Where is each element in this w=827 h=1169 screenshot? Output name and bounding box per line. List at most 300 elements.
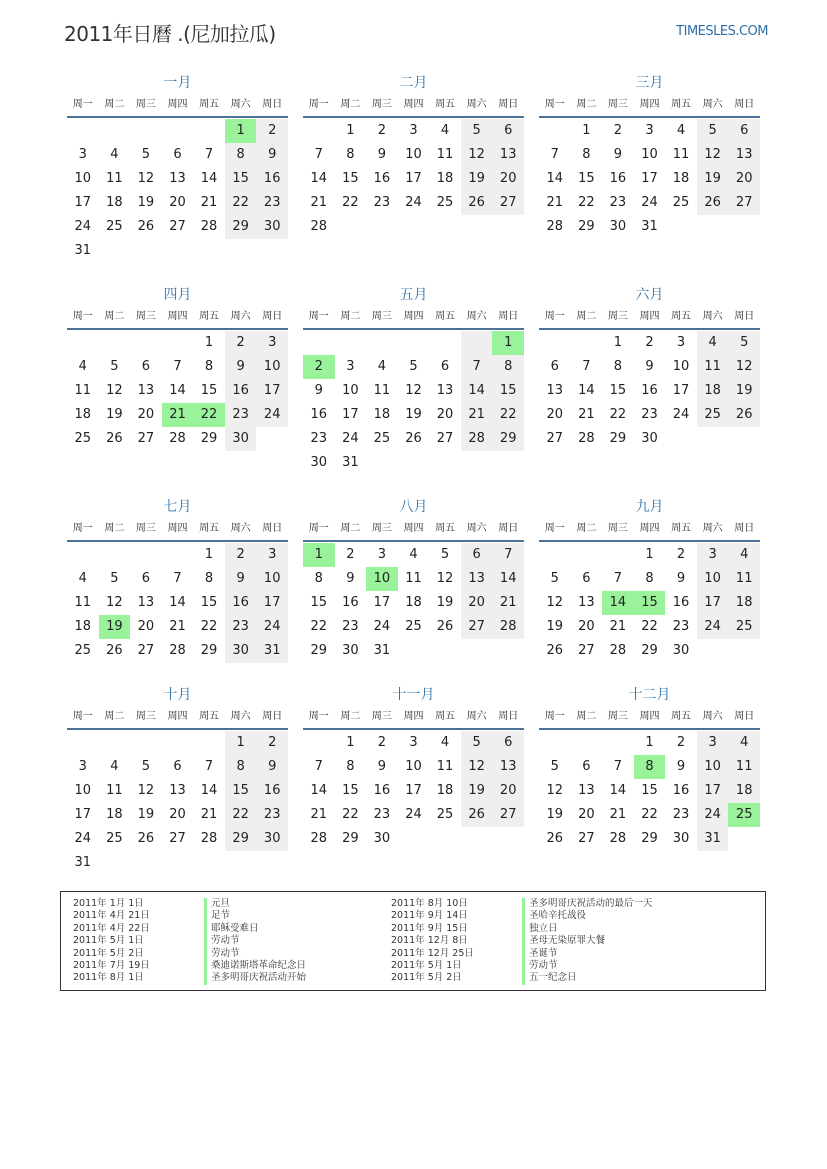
day-cell[interactable]: 23: [256, 803, 288, 827]
day-cell[interactable]: 29: [225, 827, 257, 851]
day-cell[interactable]: 13: [578, 783, 595, 798]
day-cell[interactable]: 18: [728, 779, 760, 803]
day-cell[interactable]: 18: [74, 619, 92, 634]
day-cell[interactable]: 4: [440, 123, 450, 138]
day-cell[interactable]: 16: [256, 779, 288, 803]
day-cell[interactable]: 14: [310, 171, 328, 186]
day-cell[interactable]: 1: [303, 543, 335, 567]
day-cell[interactable]: 20: [492, 167, 524, 191]
day-cell[interactable]: 6: [141, 359, 151, 374]
day-cell[interactable]: 22: [578, 195, 595, 210]
day-cell[interactable]: 15: [609, 383, 627, 398]
day-cell[interactable]: 2: [225, 331, 257, 355]
day-cell[interactable]: 11: [373, 383, 391, 398]
day-cell[interactable]: 19: [461, 167, 493, 191]
day-cell[interactable]: 20: [169, 195, 186, 210]
day-cell[interactable]: 11: [436, 759, 454, 774]
day-cell[interactable]: 15: [634, 591, 666, 615]
day-cell[interactable]: 3: [256, 331, 288, 355]
day-cell[interactable]: 29: [200, 431, 218, 446]
day-cell[interactable]: 31: [256, 639, 288, 663]
day-cell[interactable]: 14: [609, 783, 627, 798]
day-cell[interactable]: 23: [672, 807, 690, 822]
day-cell[interactable]: 6: [440, 359, 450, 374]
day-cell[interactable]: 11: [697, 355, 729, 379]
day-cell[interactable]: 20: [137, 407, 155, 422]
day-cell[interactable]: 1: [645, 547, 654, 562]
day-cell[interactable]: 25: [728, 615, 760, 639]
day-cell[interactable]: 2: [377, 735, 387, 750]
day-cell[interactable]: 12: [137, 783, 155, 798]
day-cell[interactable]: 14: [492, 567, 524, 591]
day-cell[interactable]: 17: [74, 195, 92, 210]
day-cell[interactable]: 18: [106, 807, 123, 822]
day-cell[interactable]: 22: [200, 619, 218, 634]
day-cell[interactable]: 6: [141, 571, 151, 586]
day-cell[interactable]: 26: [461, 803, 493, 827]
day-cell[interactable]: 29: [200, 643, 218, 658]
day-cell[interactable]: 4: [409, 547, 418, 562]
day-cell[interactable]: 7: [492, 543, 524, 567]
day-cell[interactable]: 7: [173, 571, 182, 586]
day-cell[interactable]: 9: [225, 567, 257, 591]
day-cell[interactable]: 24: [697, 615, 729, 639]
day-cell[interactable]: 14: [169, 383, 186, 398]
day-cell[interactable]: 10: [256, 355, 288, 379]
day-cell[interactable]: 7: [550, 147, 559, 162]
day-cell[interactable]: 10: [74, 783, 92, 798]
day-cell[interactable]: 24: [256, 403, 288, 427]
day-cell[interactable]: 16: [672, 595, 690, 610]
day-cell[interactable]: 17: [405, 171, 422, 186]
day-cell[interactable]: 8: [346, 759, 355, 774]
day-cell[interactable]: 27: [137, 643, 155, 658]
day-cell[interactable]: 31: [342, 455, 359, 470]
day-cell[interactable]: 8: [225, 755, 257, 779]
day-cell[interactable]: 31: [74, 855, 92, 870]
day-cell[interactable]: 5: [461, 731, 493, 755]
day-cell[interactable]: 8: [634, 755, 666, 779]
day-cell[interactable]: 26: [436, 619, 454, 634]
day-cell[interactable]: 30: [672, 831, 690, 846]
day-cell[interactable]: 29: [492, 427, 524, 451]
day-cell[interactable]: 12: [106, 383, 123, 398]
day-cell[interactable]: 14: [461, 379, 493, 403]
day-cell[interactable]: 2: [645, 335, 654, 350]
day-cell[interactable]: 15: [342, 171, 359, 186]
day-cell[interactable]: 11: [74, 383, 92, 398]
day-cell[interactable]: 13: [546, 383, 564, 398]
day-cell[interactable]: 8: [645, 571, 654, 586]
day-cell[interactable]: 28: [546, 219, 564, 234]
day-cell[interactable]: 17: [672, 383, 690, 398]
day-cell[interactable]: 30: [609, 219, 627, 234]
day-cell[interactable]: 15: [200, 383, 218, 398]
day-cell[interactable]: 15: [200, 595, 218, 610]
day-cell[interactable]: 9: [314, 383, 323, 398]
day-cell[interactable]: 9: [613, 147, 623, 162]
day-cell[interactable]: 8: [204, 571, 214, 586]
day-cell[interactable]: 14: [578, 383, 595, 398]
day-cell[interactable]: 8: [204, 359, 214, 374]
day-cell[interactable]: 25: [74, 643, 92, 658]
day-cell[interactable]: 1: [204, 547, 214, 562]
day-cell[interactable]: 23: [225, 615, 257, 639]
day-cell[interactable]: 8: [613, 359, 623, 374]
day-cell[interactable]: 10: [405, 759, 422, 774]
day-cell[interactable]: 8: [492, 355, 524, 379]
day-cell[interactable]: 19: [405, 407, 422, 422]
day-cell[interactable]: 23: [310, 431, 328, 446]
day-cell[interactable]: 9: [256, 755, 288, 779]
day-cell[interactable]: 3: [409, 123, 418, 138]
day-cell[interactable]: 21: [609, 619, 627, 634]
day-cell[interactable]: 30: [256, 215, 288, 239]
day-cell[interactable]: 24: [342, 431, 359, 446]
day-cell[interactable]: 14: [310, 783, 328, 798]
day-cell[interactable]: 17: [256, 379, 288, 403]
day-cell[interactable]: 12: [436, 571, 454, 586]
day-cell[interactable]: 21: [200, 195, 218, 210]
day-cell[interactable]: 4: [78, 571, 87, 586]
day-cell[interactable]: 28: [461, 427, 493, 451]
day-cell[interactable]: 19: [436, 595, 454, 610]
day-cell[interactable]: 22: [641, 619, 658, 634]
day-cell[interactable]: 18: [728, 591, 760, 615]
day-cell[interactable]: 2: [676, 547, 686, 562]
day-cell[interactable]: 7: [461, 355, 493, 379]
day-cell[interactable]: 3: [256, 543, 288, 567]
day-cell[interactable]: 17: [641, 171, 658, 186]
day-cell[interactable]: 28: [310, 831, 328, 846]
day-cell[interactable]: 11: [672, 147, 690, 162]
day-cell[interactable]: 2: [346, 547, 355, 562]
day-cell[interactable]: 16: [256, 167, 288, 191]
day-cell[interactable]: 5: [550, 571, 559, 586]
day-cell[interactable]: 14: [602, 591, 634, 615]
day-cell[interactable]: 6: [728, 119, 760, 143]
day-cell[interactable]: 15: [578, 171, 595, 186]
day-cell[interactable]: 3: [78, 759, 87, 774]
day-cell[interactable]: 1: [204, 335, 214, 350]
day-cell[interactable]: 26: [546, 643, 564, 658]
day-cell[interactable]: 20: [436, 407, 454, 422]
day-cell[interactable]: 12: [728, 355, 760, 379]
day-cell[interactable]: 26: [137, 831, 155, 846]
day-cell[interactable]: 25: [672, 195, 690, 210]
day-cell[interactable]: 10: [697, 755, 729, 779]
day-cell[interactable]: 7: [613, 571, 623, 586]
day-cell[interactable]: 15: [225, 779, 257, 803]
day-cell[interactable]: 3: [377, 547, 387, 562]
day-cell[interactable]: 25: [373, 431, 391, 446]
day-cell[interactable]: 25: [436, 807, 454, 822]
day-cell[interactable]: 17: [342, 407, 359, 422]
day-cell[interactable]: 9: [225, 355, 257, 379]
day-cell[interactable]: 7: [314, 759, 323, 774]
day-cell[interactable]: 18: [405, 595, 422, 610]
day-cell[interactable]: 28: [310, 219, 328, 234]
day-cell[interactable]: 24: [672, 407, 690, 422]
day-cell[interactable]: 1: [582, 123, 591, 138]
day-cell[interactable]: 30: [373, 831, 391, 846]
day-cell[interactable]: 16: [641, 383, 658, 398]
day-cell[interactable]: 12: [106, 595, 123, 610]
day-cell[interactable]: 22: [310, 619, 328, 634]
day-cell[interactable]: 4: [110, 147, 119, 162]
day-cell[interactable]: 1: [613, 335, 623, 350]
day-cell[interactable]: 24: [405, 807, 422, 822]
day-cell[interactable]: 13: [169, 171, 186, 186]
day-cell[interactable]: 16: [310, 407, 328, 422]
day-cell[interactable]: 19: [137, 807, 155, 822]
day-cell[interactable]: 13: [169, 783, 186, 798]
day-cell[interactable]: 21: [169, 619, 186, 634]
day-cell[interactable]: 6: [461, 543, 493, 567]
day-cell[interactable]: 4: [697, 331, 729, 355]
day-cell[interactable]: 8: [225, 143, 257, 167]
day-cell[interactable]: 26: [697, 191, 729, 215]
day-cell[interactable]: 16: [609, 171, 627, 186]
day-cell[interactable]: 24: [697, 803, 729, 827]
day-cell[interactable]: 11: [106, 783, 123, 798]
day-cell[interactable]: 5: [440, 547, 450, 562]
day-cell[interactable]: 5: [141, 759, 151, 774]
day-cell[interactable]: 12: [546, 783, 564, 798]
day-cell[interactable]: 19: [461, 779, 493, 803]
day-cell[interactable]: 30: [225, 639, 257, 663]
day-cell[interactable]: 27: [492, 803, 524, 827]
day-cell[interactable]: 22: [225, 803, 257, 827]
day-cell[interactable]: 27: [137, 431, 155, 446]
day-cell[interactable]: 10: [405, 147, 422, 162]
day-cell[interactable]: 18: [436, 171, 454, 186]
day-cell[interactable]: 29: [641, 831, 658, 846]
day-cell[interactable]: 1: [225, 119, 257, 143]
day-cell[interactable]: 23: [672, 619, 690, 634]
day-cell[interactable]: 26: [546, 831, 564, 846]
day-cell[interactable]: 13: [137, 383, 155, 398]
day-cell[interactable]: 24: [641, 195, 658, 210]
day-cell[interactable]: 10: [342, 383, 359, 398]
day-cell[interactable]: 17: [74, 807, 92, 822]
day-cell[interactable]: 3: [697, 731, 729, 755]
day-cell[interactable]: 17: [256, 591, 288, 615]
day-cell[interactable]: 2: [256, 119, 288, 143]
day-cell[interactable]: 27: [728, 191, 760, 215]
day-cell[interactable]: 31: [373, 643, 391, 658]
day-cell[interactable]: 19: [728, 379, 760, 403]
day-cell[interactable]: 17: [697, 779, 729, 803]
day-cell[interactable]: 27: [461, 615, 493, 639]
day-cell[interactable]: 28: [578, 431, 595, 446]
day-cell[interactable]: 29: [641, 643, 658, 658]
day-cell[interactable]: 30: [256, 827, 288, 851]
day-cell[interactable]: 27: [578, 643, 595, 658]
day-cell[interactable]: 12: [697, 143, 729, 167]
day-cell[interactable]: 1: [645, 735, 654, 750]
day-cell[interactable]: 19: [137, 195, 155, 210]
day-cell[interactable]: 4: [728, 731, 760, 755]
day-cell[interactable]: 17: [373, 595, 391, 610]
day-cell[interactable]: 6: [173, 759, 182, 774]
day-cell[interactable]: 1: [346, 123, 355, 138]
day-cell[interactable]: 17: [405, 783, 422, 798]
day-cell[interactable]: 25: [106, 831, 123, 846]
day-cell[interactable]: 15: [225, 167, 257, 191]
day-cell[interactable]: 8: [346, 147, 355, 162]
day-cell[interactable]: 3: [409, 735, 418, 750]
day-cell[interactable]: 12: [461, 755, 493, 779]
day-cell[interactable]: 28: [492, 615, 524, 639]
day-cell[interactable]: 4: [676, 123, 686, 138]
day-cell[interactable]: 27: [436, 431, 454, 446]
day-cell[interactable]: 5: [141, 147, 151, 162]
day-cell[interactable]: 24: [74, 831, 92, 846]
day-cell[interactable]: 31: [697, 827, 729, 851]
day-cell[interactable]: 7: [204, 759, 214, 774]
day-cell[interactable]: 19: [106, 407, 123, 422]
day-cell[interactable]: 16: [225, 591, 257, 615]
day-cell[interactable]: 23: [609, 195, 627, 210]
day-cell[interactable]: 16: [373, 783, 391, 798]
day-cell[interactable]: 4: [110, 759, 119, 774]
day-cell[interactable]: 20: [578, 807, 595, 822]
day-cell[interactable]: 20: [492, 779, 524, 803]
day-cell[interactable]: 13: [492, 755, 524, 779]
day-cell[interactable]: 3: [676, 335, 686, 350]
day-cell[interactable]: 15: [492, 379, 524, 403]
day-cell[interactable]: 22: [641, 807, 658, 822]
day-cell[interactable]: 26: [106, 431, 123, 446]
day-cell[interactable]: 9: [377, 759, 387, 774]
day-cell[interactable]: 29: [609, 431, 627, 446]
day-cell[interactable]: 21: [310, 195, 328, 210]
day-cell[interactable]: 22: [342, 195, 359, 210]
day-cell[interactable]: 6: [492, 119, 524, 143]
day-cell[interactable]: 19: [697, 167, 729, 191]
day-cell[interactable]: 15: [641, 783, 658, 798]
day-cell[interactable]: 21: [492, 591, 524, 615]
day-cell[interactable]: 13: [137, 595, 155, 610]
day-cell[interactable]: 16: [225, 379, 257, 403]
day-cell[interactable]: 22: [609, 407, 627, 422]
day-cell[interactable]: 14: [169, 595, 186, 610]
day-cell[interactable]: 1: [492, 331, 524, 355]
day-cell[interactable]: 29: [342, 831, 359, 846]
day-cell[interactable]: 7: [613, 759, 623, 774]
day-cell[interactable]: 8: [314, 571, 323, 586]
day-cell[interactable]: 22: [492, 403, 524, 427]
day-cell[interactable]: 6: [550, 359, 559, 374]
day-cell[interactable]: 2: [303, 355, 335, 379]
day-cell[interactable]: 11: [436, 147, 454, 162]
day-cell[interactable]: 24: [74, 219, 92, 234]
day-cell[interactable]: 28: [200, 831, 218, 846]
day-cell[interactable]: 22: [225, 191, 257, 215]
day-cell[interactable]: 24: [373, 619, 391, 634]
day-cell[interactable]: 3: [697, 543, 729, 567]
day-cell[interactable]: 12: [137, 171, 155, 186]
day-cell[interactable]: 28: [169, 431, 186, 446]
day-cell[interactable]: 19: [546, 619, 564, 634]
day-cell[interactable]: 30: [225, 427, 257, 451]
day-cell[interactable]: 27: [169, 219, 186, 234]
day-cell[interactable]: 25: [436, 195, 454, 210]
day-cell[interactable]: 4: [728, 543, 760, 567]
day-cell[interactable]: 5: [697, 119, 729, 143]
day-cell[interactable]: 24: [405, 195, 422, 210]
day-cell[interactable]: 23: [342, 619, 359, 634]
day-cell[interactable]: 27: [546, 431, 564, 446]
day-cell[interactable]: 10: [366, 567, 398, 591]
day-cell[interactable]: 25: [74, 431, 92, 446]
day-cell[interactable]: 21: [162, 403, 194, 427]
day-cell[interactable]: 21: [578, 407, 595, 422]
day-cell[interactable]: 23: [641, 407, 658, 422]
day-cell[interactable]: 22: [193, 403, 225, 427]
day-cell[interactable]: 26: [728, 403, 760, 427]
day-cell[interactable]: 13: [728, 143, 760, 167]
day-cell[interactable]: 30: [310, 455, 328, 470]
day-cell[interactable]: 10: [256, 567, 288, 591]
day-cell[interactable]: 20: [578, 619, 595, 634]
day-cell[interactable]: 28: [609, 643, 627, 658]
day-cell[interactable]: 26: [405, 431, 422, 446]
day-cell[interactable]: 16: [342, 595, 359, 610]
day-cell[interactable]: 13: [461, 567, 493, 591]
day-cell[interactable]: 3: [645, 123, 654, 138]
day-cell[interactable]: 16: [672, 783, 690, 798]
day-cell[interactable]: 30: [342, 643, 359, 658]
day-cell[interactable]: 5: [409, 359, 418, 374]
day-cell[interactable]: 23: [256, 191, 288, 215]
day-cell[interactable]: 6: [582, 759, 591, 774]
day-cell[interactable]: 21: [546, 195, 564, 210]
day-cell[interactable]: 14: [200, 783, 218, 798]
day-cell[interactable]: 30: [672, 643, 690, 658]
day-cell[interactable]: 16: [373, 171, 391, 186]
day-cell[interactable]: 10: [697, 567, 729, 591]
day-cell[interactable]: 10: [641, 147, 658, 162]
day-cell[interactable]: 20: [728, 167, 760, 191]
day-cell[interactable]: 9: [676, 571, 686, 586]
day-cell[interactable]: 25: [405, 619, 422, 634]
day-cell[interactable]: 6: [492, 731, 524, 755]
day-cell[interactable]: 19: [99, 615, 131, 639]
day-cell[interactable]: 21: [310, 807, 328, 822]
day-cell[interactable]: 30: [641, 431, 658, 446]
day-cell[interactable]: 20: [169, 807, 186, 822]
day-cell[interactable]: 18: [106, 195, 123, 210]
day-cell[interactable]: 13: [436, 383, 454, 398]
day-cell[interactable]: 17: [697, 591, 729, 615]
day-cell[interactable]: 15: [310, 595, 328, 610]
day-cell[interactable]: 25: [697, 403, 729, 427]
day-cell[interactable]: 23: [373, 807, 391, 822]
day-cell[interactable]: 28: [169, 643, 186, 658]
day-cell[interactable]: 18: [373, 407, 391, 422]
day-cell[interactable]: 23: [373, 195, 391, 210]
day-cell[interactable]: 7: [204, 147, 214, 162]
day-cell[interactable]: 29: [310, 643, 328, 658]
day-cell[interactable]: 11: [405, 571, 422, 586]
day-cell[interactable]: 18: [672, 171, 690, 186]
day-cell[interactable]: 10: [672, 359, 690, 374]
day-cell[interactable]: 31: [74, 243, 92, 258]
day-cell[interactable]: 5: [728, 331, 760, 355]
day-cell[interactable]: 28: [200, 219, 218, 234]
